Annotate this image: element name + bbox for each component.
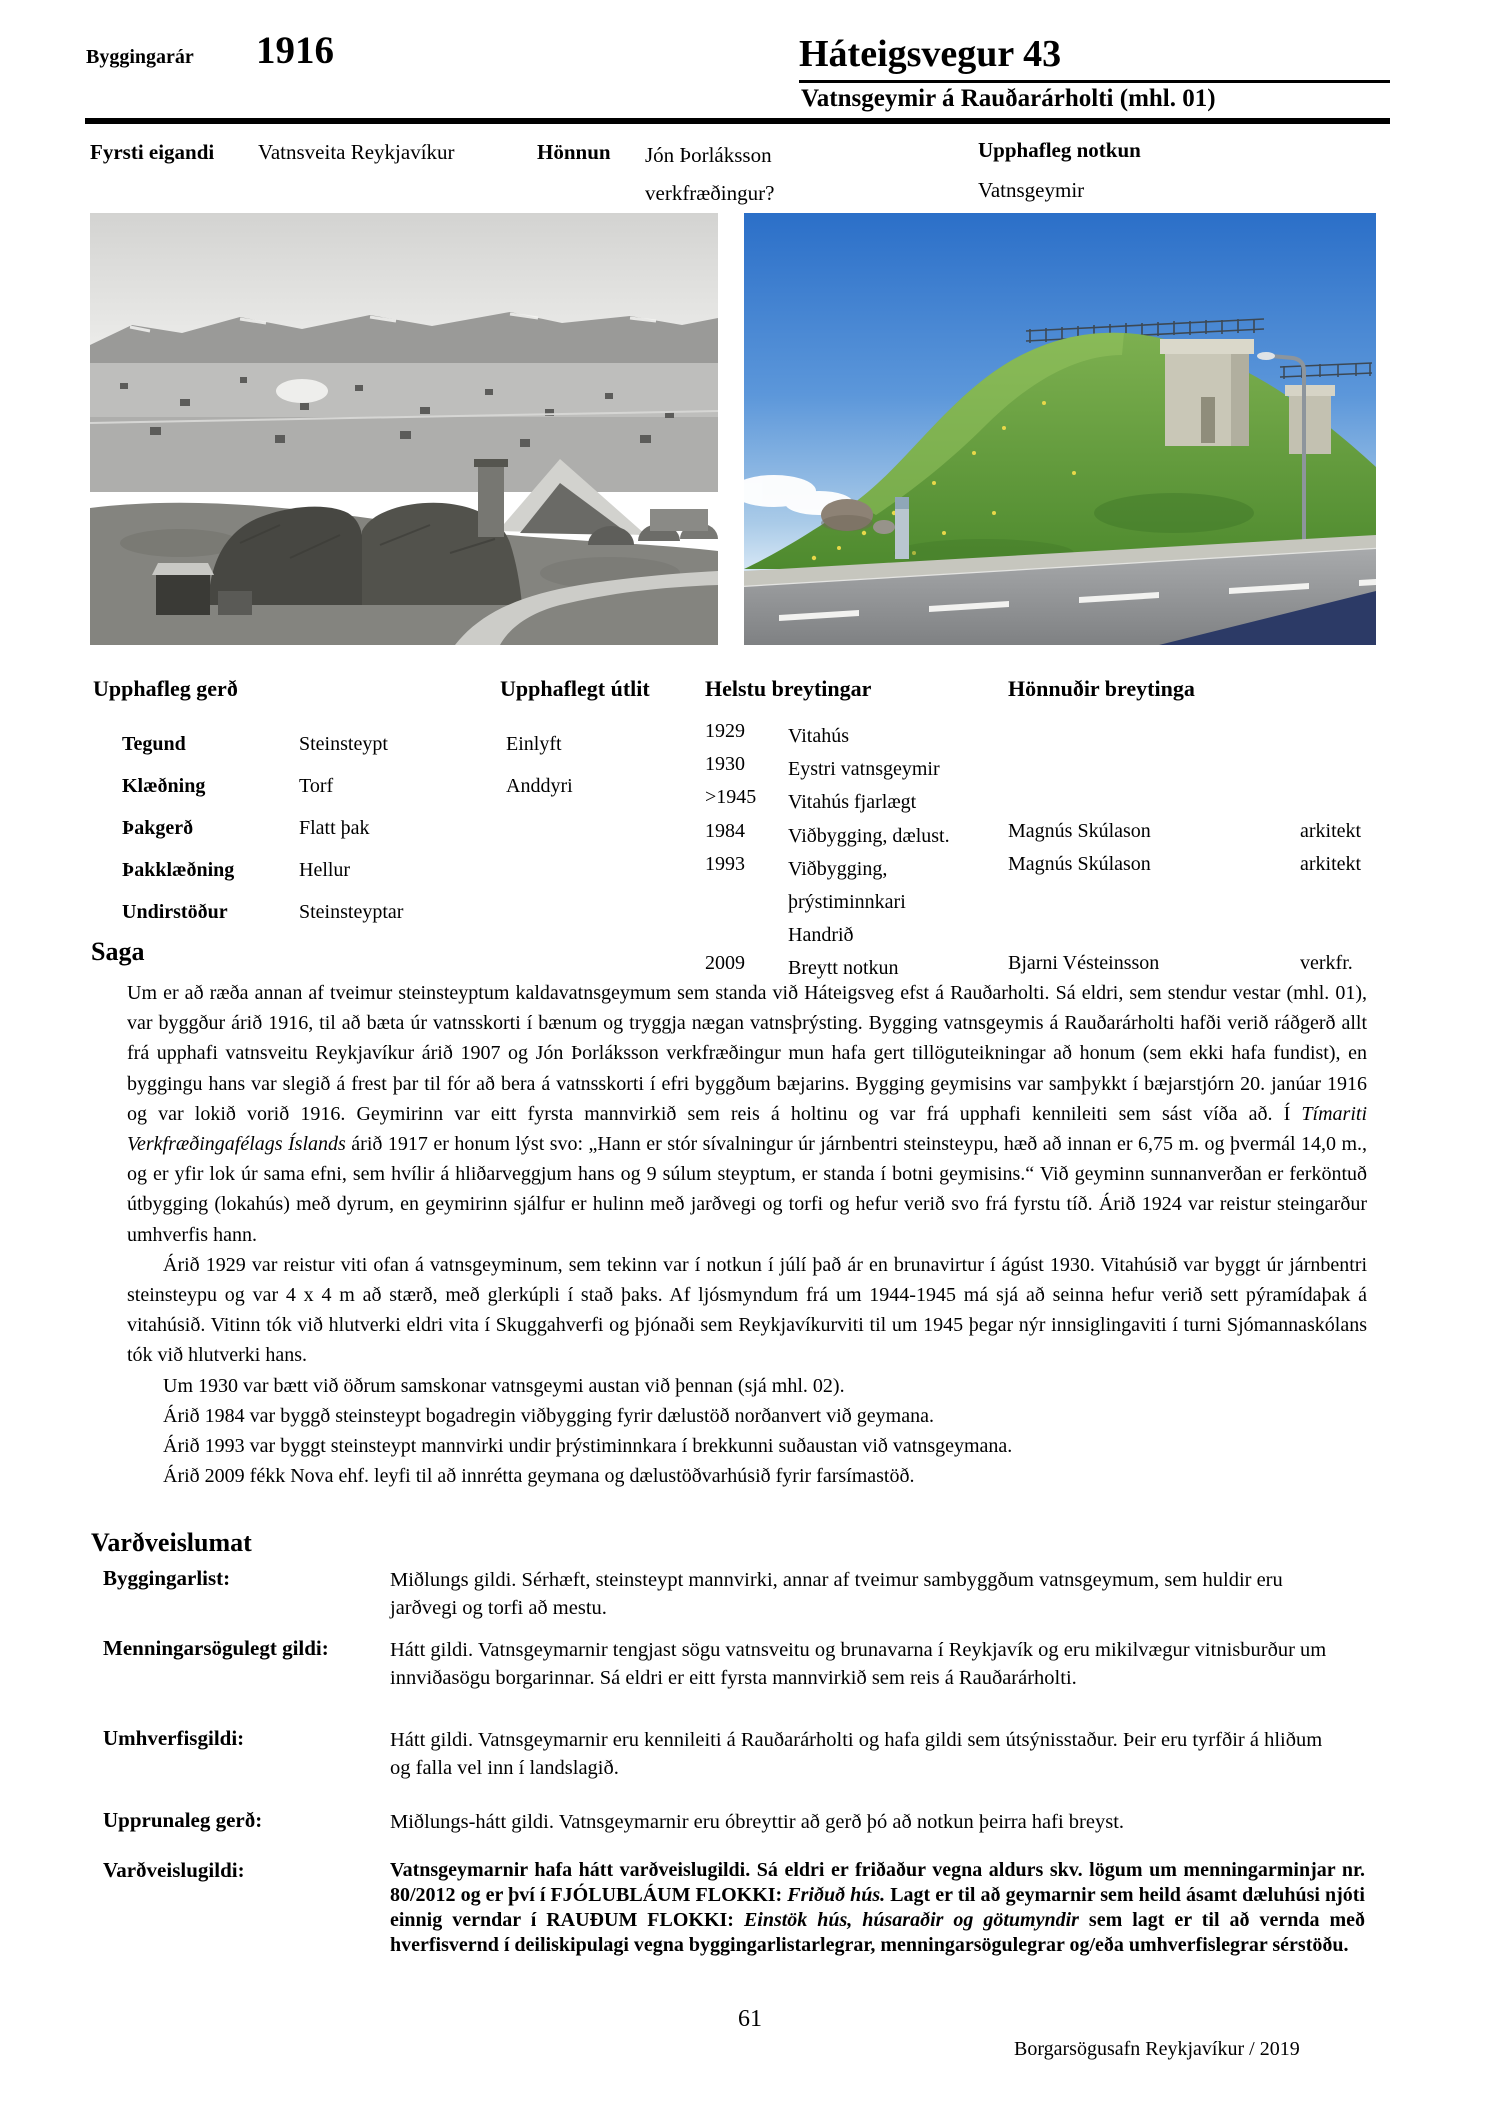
assessment-heading: Varðveislumat — [91, 1528, 252, 1557]
change-description-line: þrýstiminnkari — [788, 891, 906, 913]
assessment-label: Varðveislugildi: — [103, 1858, 245, 1882]
history-heading: Saga — [91, 937, 145, 966]
street-lamp-head — [1257, 352, 1275, 360]
small-rock — [873, 520, 895, 534]
change-description: Vitahús — [788, 725, 850, 747]
footer-credit: Borgarsögusafn Reykjavíkur / 2019 — [1014, 2038, 1300, 2060]
change-designer: Magnús Skúlason — [1008, 820, 1151, 842]
changes-table — [705, 714, 1390, 994]
page-title: Háteigsvegur 43 — [799, 33, 1062, 75]
assessment-value: Miðlungs-hátt gildi. Vatnsgeymarnir eru óbreyttir að gerð þó að notkun þeirra hafi breyst. — [390, 1811, 1125, 1833]
change-year: 1993 — [705, 853, 745, 875]
change-description: Viðbygging, dælust. — [788, 825, 950, 847]
bw-barrack — [650, 509, 708, 531]
history-text-run: árið 1917 er honum lýst svo: „Hann er stór sívalningur úr járnbentri steinsteypu, hæð að innan er 6,75 m. og þvermál 14,0 m., og er yfir lok úr sama efni, sem hvílir á hliðarveggjum hans og 9 súlum steyptum, er standa í botni geymisins.“ Við geyminn sunnanverðan er ferköntuð útbygging (lokahús) með dyrum, en geymirinn sjálfur er hulinn með jarðvegi og torfi og hefur verið svo frá fyrstu tíð. Árið 1924 var reistur steingarður umhverfis hann. — [127, 1133, 1367, 1246]
change-designer-role: verkfr. — [1300, 952, 1353, 974]
assessment-label: Byggingarlist: — [103, 1566, 231, 1590]
bw-plain-near — [90, 417, 718, 492]
designer-name: Jón Þorláksson — [645, 143, 772, 167]
preservation-text-run: Lagt er til að geymarnir sem heild ásamt dæluhúsi njóti einnig verndar í RAUÐUM FLOKKI: — [390, 1884, 1365, 1931]
changes-heading: Helstu breytingar — [705, 676, 872, 701]
change-year: 1930 — [705, 753, 745, 775]
form-value: Steinsteyptar — [299, 901, 404, 923]
assessment-value: Miðlungs gildi. Sérhæft, steinsteypt mannvirki, annar af tveimur sambyggðum vatnsgeymum, sem huldir eru jarðvegi og torfi að mestu. — [390, 1569, 1283, 1619]
first-owner-value: Vatnsveita Reykjavíkur — [258, 140, 455, 164]
appearance-item: Anddyri — [506, 775, 573, 797]
history-paragraph: Árið 1993 var byggt steinsteypt mannvirki undir þrýstiminnkara í brekkunni suðaustan við vatnsgeymana. — [163, 1435, 1013, 1458]
bw-tower-cap — [474, 459, 508, 467]
assessment-value: Hátt gildi. Vatnsgeymarnir eru kennileiti á Rauðarárholti og hafa gildi sem útsýnisstaður. Þeir eru tyrfðir á hliðum og falla vel inn í landslagið. — [390, 1729, 1323, 1779]
marker-pillar-top — [895, 497, 909, 509]
appearance-item: Einlyft — [506, 733, 562, 755]
form-value: Flatt þak — [299, 817, 370, 839]
design-label: Hönnun — [537, 140, 611, 164]
history-paragraph: Árið 1929 var reistur viti ofan á vatnsgeyminum, sem tekinn var í notkun í júlí það ár en brunavirtur í ágúst 1930. Vitahúsið var byggt úr járnbentri steinsteypu og var 4 x 4 m að stærð, með glerkúpli í stað þaks. Af ljósmyndum frá um 1944-1945 má sjá að seinna hefur verið sett pýramídaþak á vitahúsið. Vitinn tók við hlutverki eldri vita í Skuggahverfi og þjónaði sem Reykjavíkurviti til um 1945 þegar nýr innsiglingaviti í turni Sjómannaskólans tók við hlutverki hans. — [127, 1253, 1367, 1367]
original-appearance-heading: Upphaflegt útlit — [500, 676, 650, 701]
change-designer-role: arkitekt — [1300, 853, 1362, 875]
change-designers-heading: Hönnuðir breytinga — [1008, 676, 1195, 701]
boulder-shadow — [821, 515, 873, 531]
preservation-value — [390, 1858, 1365, 1958]
change-year: 1984 — [705, 820, 745, 842]
form-label: Tegund — [122, 733, 186, 755]
change-description: Breytt notkun — [788, 957, 899, 979]
assessment-label: Umhverfisgildi: — [103, 1726, 245, 1750]
preservation-text-run: sem lagt er til að vernda með hverfisvernd í deiliskipulagi vegna byggingarlistarlegrar, menningarsögulegrar og/eða umhverfislegrar sérstöðu. — [390, 1909, 1365, 1956]
form-label: Þakgerð — [122, 817, 194, 839]
change-description: Vitahús fjarlægt — [788, 791, 917, 813]
page-number: 61 — [738, 2006, 762, 2032]
historic-bw-photo — [90, 213, 718, 645]
form-value: Steinsteypt — [299, 733, 388, 755]
history-text-italic: Tímariti Verkfræðingafélags Íslands — [127, 1102, 1367, 1156]
construction-year-value: 1916 — [256, 29, 334, 72]
preservation-text-italic: Friðuð hús. — [787, 1884, 886, 1906]
original-form-table — [122, 733, 542, 953]
form-value: Hellur — [299, 859, 351, 881]
original-use-value: Vatnsgeymir — [978, 178, 1085, 202]
bw-shed — [156, 575, 210, 615]
change-year: 2009 — [705, 952, 745, 974]
original-form-heading: Upphafleg gerð — [93, 676, 238, 701]
tank-structure-cornice — [1160, 339, 1254, 354]
history-paragraph: Um 1930 var bætt við öðrum samskonar vatnsgeymi austan við þennan (sjá mhl. 02). — [163, 1374, 845, 1397]
designer-title: verkfræðingur? — [645, 181, 775, 205]
change-description-line: Handrið — [788, 924, 854, 946]
tank-structure2-wall — [1289, 396, 1331, 454]
original-use-label: Upphafleg notkun — [978, 138, 1141, 162]
bw-tower — [478, 465, 504, 537]
change-description: Eystri vatnsgeymir — [788, 758, 940, 780]
bw-shed-roof — [152, 563, 214, 575]
change-description-line: Viðbygging, — [788, 858, 888, 880]
title-underline — [799, 80, 1390, 83]
form-label: Klæðning — [122, 775, 206, 797]
assessment-value: Hátt gildi. Vatnsgeymarnir tengjast sögu vatnsveitu og brunavarna í Reykjavík og eru mikilvægur vitnisburður um innviðasögu borgarinnar. Sá eldri er eitt fyrsta mannvirkið sem reis á Rauðarárholti. — [390, 1639, 1327, 1689]
form-label: Þakklæðning — [122, 859, 235, 881]
change-year: >1945 — [705, 786, 757, 808]
page-subtitle: Vatnsgeymir á Rauðarárholti (mhl. 01) — [801, 85, 1216, 112]
assessment-label: Upprunaleg gerð: — [103, 1808, 263, 1832]
preservation-text-italic: Einstök hús, húsaraðir og götumyndir — [743, 1909, 1079, 1931]
history-paragraph — [127, 978, 1367, 1250]
bw-plain-far — [90, 363, 718, 425]
assessment-label: Menningarsögulegt gildi: — [103, 1636, 329, 1660]
change-designer: Magnús Skúlason — [1008, 853, 1151, 875]
first-owner-label: Fyrsti eigandi — [90, 140, 215, 164]
bw-crates — [218, 591, 252, 615]
change-designer: Bjarni Vésteinsson — [1008, 952, 1160, 974]
header-divider — [85, 118, 1390, 124]
change-designer-role: arkitekt — [1300, 820, 1362, 842]
grass-shade — [1094, 493, 1254, 533]
history-paragraph: Árið 2009 fékk Nova ehf. leyfi til að innrétta geymana og dælustöðvarhúsið fyrir farsímastöð. — [163, 1465, 915, 1488]
history-paragraph: Árið 1984 var byggð steinsteypt bogadregin viðbygging fyrir dælustöð norðanvert við geymana. — [163, 1404, 934, 1427]
history-text-run: Um er að ræða annan af tveimur steinsteyptum kaldavatnsgeymum sem standa við Háteigsveg efst á Rauðarholti. Sá eldri, sem stendur vestar (mhl. 01), var byggður árið 1916, til að bæta úr vatnsskorti í bænum og tryggja nægan vatnsþrýsting. Bygging vatnsgeymis á Rauðarárholti hafði verið ráðgerð allt frá upphafi vatnsveitu Reykjavíkur árið 1907 og Jón Þorláksson verkfræðingur mun hafa gert tillöguteikningar að honum (sem ekki hafa fundist), en byggingu hans var slegið á frest þar til fór að bera á vatnsskorti í efri byggðum bæjarins. Bygging geymisins var samþykkt í bæjarstjórn 20. janúar 1916 og var lokið vorið 1916. Geymirinn var eitt fyrsta mannvirkið sem reis á holtinu og var frá upphafi kennileiti sem sást víða að. Í — [127, 982, 1367, 1125]
tank-structure-door — [1201, 397, 1215, 443]
current-color-photo — [744, 213, 1376, 645]
tank-structure2-cornice — [1285, 385, 1335, 396]
form-value: Torf — [299, 775, 334, 797]
change-description — [788, 853, 1003, 952]
change-year: 1929 — [705, 720, 745, 742]
form-label: Undirstöður — [122, 901, 228, 923]
history-text — [127, 978, 1367, 1491]
tank-structure-shade — [1231, 354, 1249, 446]
bw-smoke — [276, 379, 328, 403]
construction-year-label: Byggingarár — [86, 46, 194, 68]
preservation-text-run: Vatnsgeymarnir hafa hátt varðveislugildi. Sá eldri er friðaður vegna aldurs skv. lögum um menningarminjar nr. 80/2012 og er því í FJÓLUBLÁUM FLOKKI: — [390, 1859, 1365, 1906]
